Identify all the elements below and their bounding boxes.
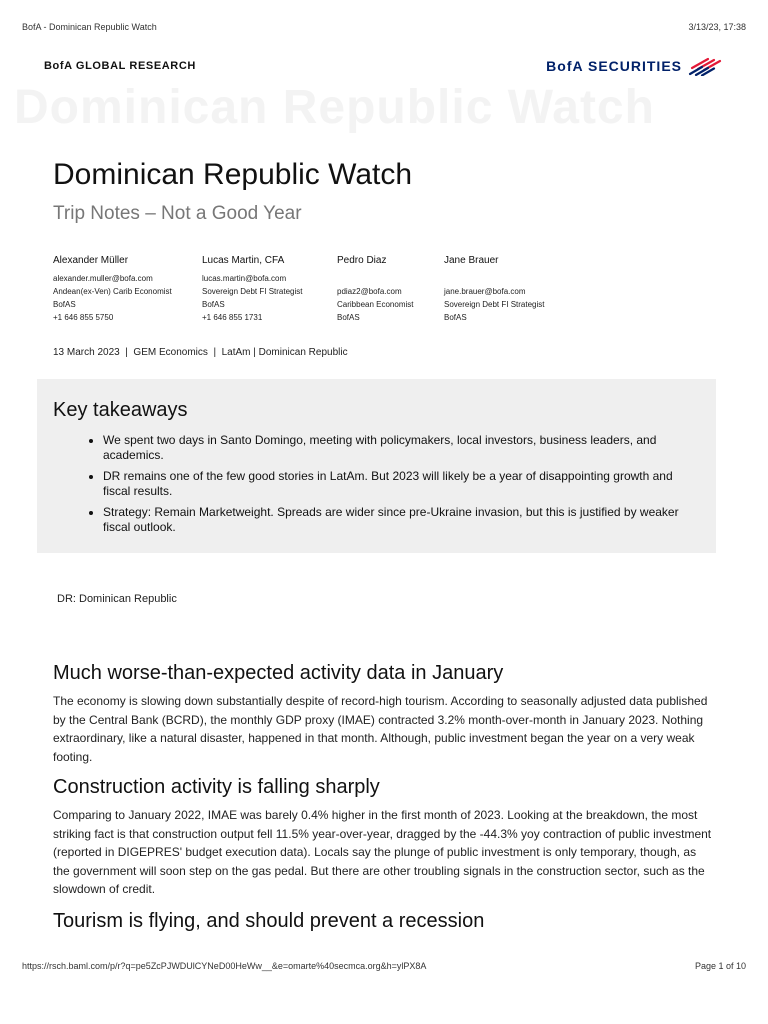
author-entity: BofAS: [202, 300, 225, 309]
brand-global-research: BofA GLOBAL RESEARCH: [44, 60, 196, 72]
takeaway-item: • DR remains one of the few good stories in LatAm. But 2023 will likely be a year of disappointing growth and fiscal results.: [103, 469, 703, 499]
takeaway-item: • Strategy: Remain Marketweight. Spreads are wider since pre-Ukraine invasion, but this is justified by weaker fiscal outlook.: [103, 505, 703, 535]
author-block: [53, 255, 172, 324]
author-name: Lucas Martin, CFA: [202, 255, 285, 266]
takeaway-item: • We spent two days in Santo Domingo, meeting with policymakers, local investors, business leaders, and academics.: [103, 433, 703, 463]
author-block: [444, 255, 545, 324]
report-title: Dominican Republic Watch: [53, 158, 413, 191]
author-role: Sovereign Debt FI Strategist: [202, 287, 303, 296]
key-takeaways-heading: Key takeaways: [53, 399, 188, 421]
author-entity: BofAS: [53, 300, 76, 309]
section-heading: Tourism is flying, and should prevent a recession: [53, 910, 485, 932]
author-entity: BofAS: [337, 313, 360, 322]
author-phone: +1 646 855 5750: [53, 313, 114, 322]
key-takeaways-list: [81, 433, 703, 541]
section-heading: Construction activity is falling sharply: [53, 776, 380, 798]
tab-title: BofA - Dominican Republic Watch: [22, 22, 157, 32]
brand-securities-logo: [546, 55, 724, 77]
report-meta-line: 13 March 2023 | GEM Economics | LatAm | Dominican Republic: [53, 347, 348, 358]
print-datetime: 3/13/23, 17:38: [688, 22, 746, 32]
author-email[interactable]: lucas.martin@bofa.com: [202, 274, 287, 283]
watermark-text: Dominican Republic Watch: [14, 81, 655, 134]
brand-securities-name: BofA SECURITIES: [546, 58, 682, 74]
author-role: Andean(ex-Ven) Carib Economist: [53, 287, 172, 296]
author-email[interactable]: pdiaz2@bofa.com: [337, 287, 402, 296]
author-phone: +1 646 855 1731: [202, 313, 263, 322]
author-name: Jane Brauer: [444, 255, 499, 266]
author-block: [337, 255, 413, 324]
author-name: Pedro Diaz: [337, 255, 387, 266]
author-entity: BofAS: [444, 313, 467, 322]
abbreviation-note: DR: Dominican Republic: [57, 593, 177, 605]
author-email[interactable]: alexander.muller@bofa.com: [53, 274, 153, 283]
bofa-flag-icon: [688, 56, 724, 76]
section-paragraph: Comparing to January 2022, IMAE was barely 0.4% higher in the first month of 2023. Looking at the breakdown, the most striking fact is that construction output fell 11.5% year-over-year, dragged by the -44.3% yoy contraction of public investment (reported in DIGEPRES' budget execution data). Locals say the plunge of public investment is only temporary, though, as the government will soon step on the gas pedal. But there are other troubling signals in the construction sector, such as the slowdown of credit.: [53, 808, 712, 897]
key-takeaways-box: [37, 379, 716, 553]
browser-print-footer: [22, 961, 746, 973]
section-paragraph: The economy is slowing down substantially despite of record-high tourism. According to seasonally adjusted data published by the Central Bank (BCRD), the monthly GDP proxy (IMAE) contracted 3.2% month-over-month in January 2023. Nothing extraordinary, like a natural disaster, happened in that month. Although, public investment began the year on a very weak footing.: [53, 694, 708, 764]
page-indicator: Page 1 of 10: [694, 961, 746, 971]
author-block: [202, 255, 303, 324]
watermark-band: [0, 80, 768, 140]
author-role: Caribbean Economist: [337, 300, 414, 309]
report-subtitle: Trip Notes – Not a Good Year: [53, 203, 302, 224]
author-email[interactable]: jane.brauer@bofa.com: [444, 287, 526, 296]
author-name: Alexander Müller: [53, 255, 129, 266]
section-heading: Much worse-than-expected activity data in January: [53, 662, 504, 684]
browser-print-header: [22, 22, 746, 34]
author-role: Sovereign Debt FI Strategist: [444, 300, 545, 309]
page-url[interactable]: https://rsch.baml.com/p/r?q=pe5ZcPJWDUlCYNeD00HeWw__&e=omarte%40secmca.org&h=ylPX8A: [22, 961, 427, 971]
